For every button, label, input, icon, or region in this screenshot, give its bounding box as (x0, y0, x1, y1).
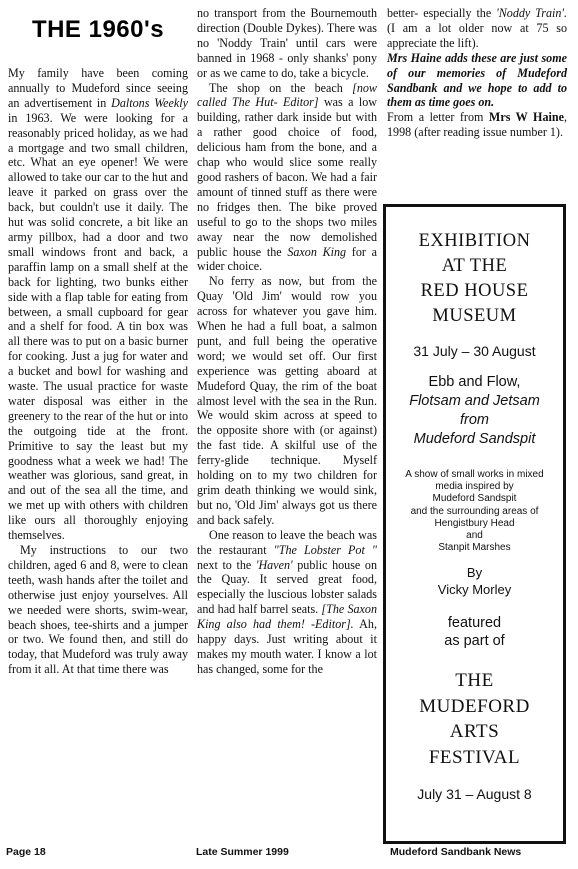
paragraph: My family have been coming annually to Mudeford since seeing an advertisement in Daltons Weekly in 1963. We were looking for a reasonably priced holiday, as we had a mortgage and two small children, etc. What an eye opener! We were allowed to take our car to the hut and leave it parked on grass over the back, but couldn't use it daily. The hut was solid concrete, a bit like an army pillbox, had a door and two small windows front and back, a paraffin lamp on a small shelf at the back for lighting, two bunks either side with a flap table for eating from between, a small cupboard for gear and a shelf for food. A tin box was all there was to put on a basic burner for cooking. Just a jug for water and a bucket and bowl for washing and waste. The usual practice for waste water disposal was either in the greenery to the rear of the hut or into the outgoing tide at the front. Primitive to say the least but my goodness what a week we had! The weather was glorious, sand great, in and out of the sea all the time, and we met up with others with children like ours all thoroughly enjoying themselves. (8, 66, 189, 543)
page-number: Page 18 (6, 846, 46, 858)
artist-credit: By Vicky Morley (437, 565, 512, 598)
paragraph: My instructions to our two children, aged 6 and 8, were to clean teeth, wash hands after the toilet and otherwise just enjoy yourselves. All we needed were shorts, swim-wear, beach shoes, tee-shirts and a jumper or two. We found then, and still do today, that Mudeford was truly away from it all. At that time there was (8, 543, 188, 677)
festival-name: THE MUDEFORD ARTS FESTIVAL (419, 670, 530, 768)
exhibition-advert (383, 204, 566, 844)
publication-name: Mudeford Sandbank News (390, 846, 522, 858)
article-column-3 (387, 6, 567, 140)
letter-attribution: From a letter from Mrs W Haine, 1998 (after reading issue number 1). (387, 110, 567, 140)
advert-heading: EXHIBITION AT THE RED HOUSE MUSEUM (418, 231, 531, 326)
exhibition-description: A show of small works in mixed media inspired by Mudeford Sandspit and the surrounding areas of Hengistbury Head and Stanpit Marshes (405, 469, 544, 554)
paragraph: One reason to leave the beach was the restaurant "The Lobster Pot " next to the 'Haven' public house on the Quay. It served great food, especially the luscious lobster salads and had half barrel seats. [The Saxon King also had them! -Editor]. Ah, happy days. Just writing about it makes my mouth water. I know a lot has changed, some for the (197, 527, 378, 676)
exhibition-dates: 31 July – 30 August (413, 343, 536, 359)
paragraph: No ferry as now, but from the Quay 'Old Jim' would row you across for whatever you gave him. When he had a full boat, a salmon punt, and full being the operative word; we would set off. Our first experience was getting aboard at Mudeford Quay, the rim of the boat almost level with the sea in the Run. We would skim across at speed to the opposite shore with (or against) the fast tide. A skilful use of the ferry-glide technique. Myself holding on to my two children for grim death thinking we would sink, but no, 'Old Jim' always got us there and back safely. (197, 274, 377, 527)
article-title: THE 1960's (31, 16, 165, 43)
issue-date: Late Summer 1999 (196, 846, 289, 858)
paragraph: better- especially the 'Noddy Train'. (I am a lot older now at 75 so appreciate the lift). (387, 6, 568, 50)
paragraph: no transport from the Bournemouth direction (Double Dykes). There was no 'Noddy Train' until cars were banned in 1968 - only shanks' pony or as we came to do, take a bicycle. (197, 6, 377, 80)
article-column-2 (197, 6, 377, 677)
exhibition-subtitle: Ebb and Flow, Flotsam and Jetsam from Mudeford Sandspit (409, 374, 540, 447)
festival-dates: July 31 – August 8 (417, 786, 532, 803)
featured-note: featured as part of (444, 615, 505, 650)
article-column-1 (8, 66, 188, 677)
paragraph: The shop on the beach [now called The Hut- Editor] was a low building, rather dark inside but with a rather good choice of food, delicious ham from the bone, and a chap who would slice some really good rashers of bacon. We had a fair amount of tinned stuff as there were no fridges then. The bike proved useful to go to the shops two miles away near the now demolished public house the Saxon King for a wider choice. (197, 80, 377, 274)
editor-note: Mrs Haine adds these are just some of our memories of Mudeford Sandbank and we hope to add to them as time goes on. (387, 50, 567, 110)
